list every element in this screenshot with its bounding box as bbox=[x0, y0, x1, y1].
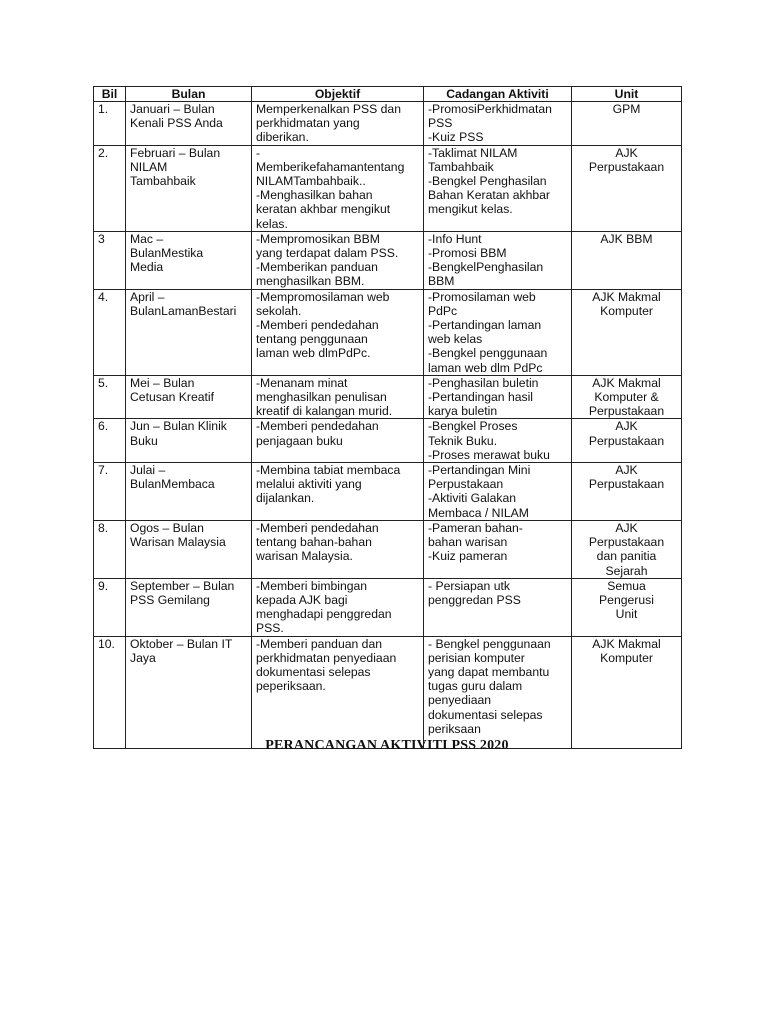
cell-objektif: -Memberi pendedahan penjagaan buku bbox=[252, 419, 424, 463]
cell-unit: AJK Perpustakaan bbox=[572, 463, 682, 521]
cell-cadangan-aktiviti: -Promosilaman web PdPc -Pertandingan laman web kelas -Bengkel penggunaan laman web dlm PdPc bbox=[424, 289, 572, 375]
cell-bil: 2. bbox=[94, 145, 126, 231]
cell-cadangan-aktiviti: -Taklimat NILAM Tambahbaik -Bengkel Penghasilan Bahan Keratan akhbar mengikut kelas. bbox=[424, 145, 572, 231]
cell-bil: 1. bbox=[94, 102, 126, 146]
cell-bil: 9. bbox=[94, 578, 126, 636]
page-caption: PERANCANGAN AKTIVITI PSS 2020 bbox=[265, 738, 509, 753]
cell-cadangan-aktiviti: -Info Hunt -Promosi BBM -BengkelPenghasilan BBM bbox=[424, 231, 572, 289]
header-unit: Unit bbox=[572, 87, 682, 102]
activity-plan-table bbox=[93, 86, 682, 749]
cell-cadangan-aktiviti: -PromosiPerkhidmatan PSS -Kuiz PSS bbox=[424, 102, 572, 146]
cell-unit: Semua Pengerusi Unit bbox=[572, 578, 682, 636]
cell-objektif: -Memberi pendedahan tentang bahan-bahan warisan Malaysia. bbox=[252, 520, 424, 578]
table-row bbox=[94, 102, 682, 146]
cell-objektif: - Memberikefahamantentang NILAMTambahbaik.. -Menghasilkan bahan keratan akhbar mengikut kelas. bbox=[252, 145, 424, 231]
cell-bil: 7. bbox=[94, 463, 126, 521]
cell-bil: 4. bbox=[94, 289, 126, 375]
cell-cadangan-aktiviti: -Penghasilan buletin -Pertandingan hasil karya buletin bbox=[424, 375, 572, 419]
header-bil: Bil bbox=[94, 87, 126, 102]
cell-bil: 6. bbox=[94, 419, 126, 463]
cell-bulan: Mac – BulanMestika Media bbox=[126, 231, 252, 289]
table-row bbox=[94, 145, 682, 231]
table-header-row bbox=[94, 87, 682, 102]
cell-bulan: Februari – Bulan NILAM Tambahbaik bbox=[126, 145, 252, 231]
cell-cadangan-aktiviti: - Bengkel penggunaan perisian komputer yang dapat membantu tugas guru dalam penyediaan dokumentasi selepas periksaan bbox=[424, 636, 572, 748]
table-row bbox=[94, 419, 682, 463]
table-row bbox=[94, 520, 682, 578]
cell-bil: 5. bbox=[94, 375, 126, 419]
cell-unit: AJK Makmal Komputer bbox=[572, 289, 682, 375]
cell-unit: AJK Makmal Komputer & Perpustakaan bbox=[572, 375, 682, 419]
table-row bbox=[94, 636, 682, 748]
table-row bbox=[94, 289, 682, 375]
cell-unit: AJK Perpustakaan bbox=[572, 145, 682, 231]
cell-unit: AJK Makmal Komputer bbox=[572, 636, 682, 748]
table-row bbox=[94, 463, 682, 521]
cell-bulan: Ogos – Bulan Warisan Malaysia bbox=[126, 520, 252, 578]
cell-objektif: Memperkenalkan PSS dan perkhidmatan yang diberikan. bbox=[252, 102, 424, 146]
cell-bil: 10. bbox=[94, 636, 126, 748]
cell-objektif: -Menanam minat menghasilkan penulisan kreatif di kalangan murid. bbox=[252, 375, 424, 419]
cell-objektif: -Mempromosikan BBM yang terdapat dalam PSS. -Memberikan panduan menghasilkan BBM. bbox=[252, 231, 424, 289]
cell-cadangan-aktiviti: -Pameran bahan- bahan warisan -Kuiz pameran bbox=[424, 520, 572, 578]
cell-cadangan-aktiviti: - Persiapan utk penggredan PSS bbox=[424, 578, 572, 636]
cell-objektif: -Memberi bimbingan kepada AJK bagi menghadapi penggredan PSS. bbox=[252, 578, 424, 636]
cell-bil: 8. bbox=[94, 520, 126, 578]
cell-objektif: -Memberi panduan dan perkhidmatan penyediaan dokumentasi selepas peperiksaan. bbox=[252, 636, 424, 748]
cell-unit: AJK Perpustakaan dan panitia Sejarah bbox=[572, 520, 682, 578]
cell-objektif: -Mempromosilaman web sekolah. -Memberi pendedahan tentang penggunaan laman web dlmPdPc. bbox=[252, 289, 424, 375]
cell-bulan: Januari – Bulan Kenali PSS Anda bbox=[126, 102, 252, 146]
cell-bulan: April – BulanLamanBestari bbox=[126, 289, 252, 375]
cell-bulan: Mei – Bulan Cetusan Kreatif bbox=[126, 375, 252, 419]
cell-bulan: Oktober – Bulan IT Jaya bbox=[126, 636, 252, 748]
cell-unit: GPM bbox=[572, 102, 682, 146]
table-row bbox=[94, 231, 682, 289]
cell-bil: 3 bbox=[94, 231, 126, 289]
cell-cadangan-aktiviti: -Pertandingan Mini Perpustakaan -Aktiviti Galakan Membaca / NILAM bbox=[424, 463, 572, 521]
cell-unit: AJK Perpustakaan bbox=[572, 419, 682, 463]
cell-objektif: -Membina tabiat membaca melalui aktiviti yang dijalankan. bbox=[252, 463, 424, 521]
cell-unit: AJK BBM bbox=[572, 231, 682, 289]
cell-bulan: September – Bulan PSS Gemilang bbox=[126, 578, 252, 636]
header-objektif: Objektif bbox=[252, 87, 424, 102]
table-row bbox=[94, 578, 682, 636]
table-row bbox=[94, 375, 682, 419]
header-cadangan-aktiviti: Cadangan Aktiviti bbox=[424, 87, 572, 102]
cell-bulan: Jun – Bulan Klinik Buku bbox=[126, 419, 252, 463]
cell-cadangan-aktiviti: -Bengkel Proses Teknik Buku. -Proses merawat buku bbox=[424, 419, 572, 463]
header-bulan: Bulan bbox=[126, 87, 252, 102]
cell-bulan: Julai – BulanMembaca bbox=[126, 463, 252, 521]
